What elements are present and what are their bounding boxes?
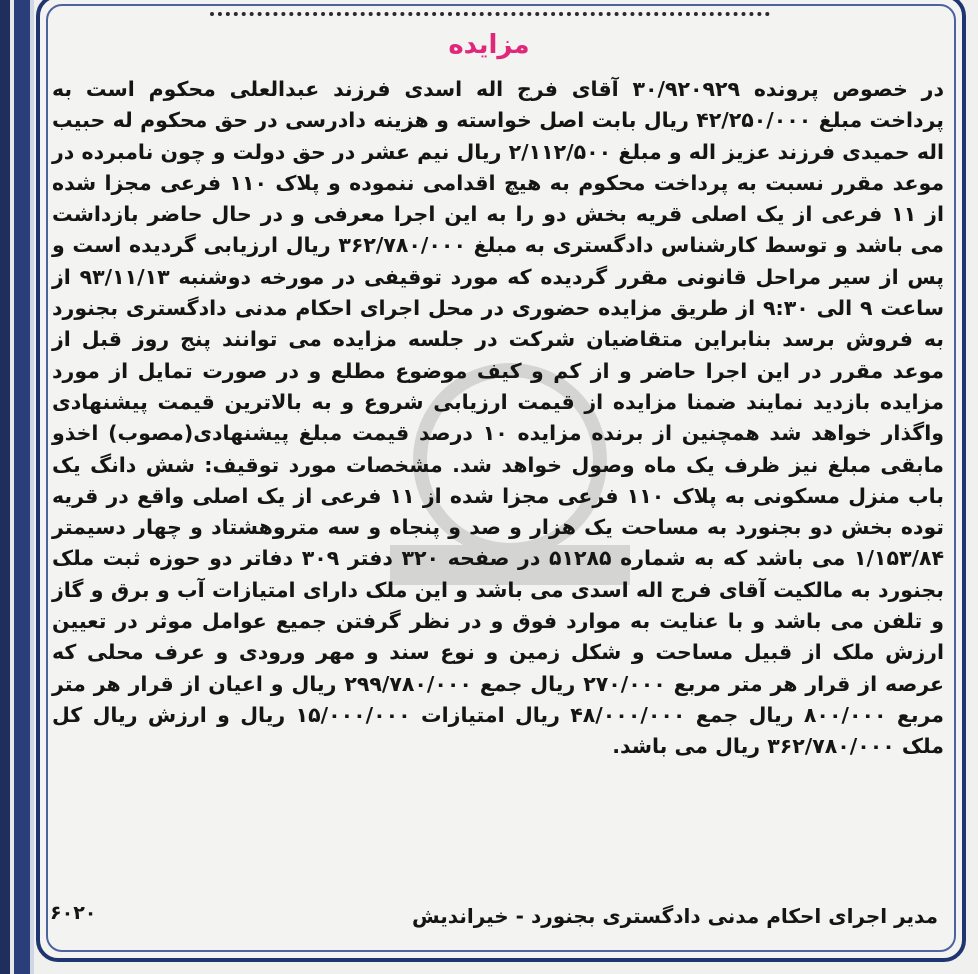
left-decorative-border	[0, 0, 40, 974]
top-dotted-divider	[210, 12, 770, 16]
notice-signature: مدیر اجرای احکام مدنی دادگستری بجنورد - خیراندیش	[412, 904, 938, 928]
notice-code: ۶۰۲۰	[50, 902, 97, 924]
notice-title: مزایده	[448, 30, 530, 60]
notice-body: در خصوص پرونده ۳۰/۹۲۰۹۲۹ آقای فرج اله اسدی فرزند عبدالعلی محکوم است به پرداخت مبلغ ۴۲/۲۵۰/۰۰۰ ریال بابت اصل خواسته و هزینه دادرسی در حق محکوم له حبیب اله حمیدی فرزند عزیز اله و مبلغ ۲/۱۱۲/۵۰۰ ریال نیم عشر در حق دولت و چون نامبرده در موعد مقرر نسبت به پرداخت محکوم به هیچ اقدامی ننموده و پلاک ۱۱۰ فرعی مجزا شده از ۱۱ فرعی از یک اصلی قریه بخش دو را به این اجرا معرفی و در حال حاضر بازداشت می باشد و توسط کارشناس دادگستری به مبلغ ۳۶۲/۷۸۰/۰۰۰ ریال ارزیابی گردیده است و پس از سیر مراحل قانونی مقرر گردیده که مورد توقیفی در مورخه دوشنبه ۹۳/۱۱/۱۳ از ساعت ۹ الی ۹:۳۰ از طریق مزایده حضوری در محل اجرای احکام مدنی دادگستری بجنورد به فروش برسد بنابراین متقاضیان شرکت در جلسه مزایده می توانند پنج روز قبل از موعد مقرر در این اجرا حاضر و از کم و کیف موضوع مطلع و در صورت تمایل از مورد مزایده بازدید نمایند ضمنا مزایده از قیمت ارزیابی شروع و به بالاترین قیمت پیشنهادی واگذار خواهد شد همچنین از برنده مزایده ۱۰ درصد قیمت مبلغ پیشنهادی(مصوب) اخذو مابقی مبلغ نیز ظرف یک ماه وصول خواهد شد. مشخصات مورد توقیف: شش دانگ یک باب منزل مسکونی به پلاک ۱۱۰ فرعی مجزا شده از ۱۱ فرعی از یک اصلی واقع در قریه توده بخش دو بجنورد به مساحت یک هزار و صد و پنجاه و سه متروهشتاد و چهار دسیمتر ۱/۱۵۳/۸۴ می باشد که به شماره ۵۱۲۸۵ در صفحه ۳۲۰ دفتر ۳۰۹ دفاتر دو حوزه ثبت ملک بجنورد به مالکیت آقای فرج اله اسدی می باشد و این ملک دارای امتیازات آب و برق و گاز و تلفن می باشد و با عنایت به موارد فوق و در نظر گرفتن جمیع عوامل موثر در تعیین ارزش ملک از قبیل مساحت و شکل زمین و نوع سند و مهر ورودی و عرف محلی که عرصه از قرار هر متر مربع ۲۷۰/۰۰۰ ریال جمع ۲۹۹/۷۸۰/۰۰۰ ریال و اعیان از قرار هر متر مربع ۸۰۰/۰۰۰ ریال جمع ۴۸/۰۰۰/۰۰۰ ریال امتیازات ۱۵/۰۰۰/۰۰۰ ریال و ارزش ریال کل ملک ۳۶۲/۷۸۰/۰۰۰ ریال می باشد.	[52, 77, 945, 759]
